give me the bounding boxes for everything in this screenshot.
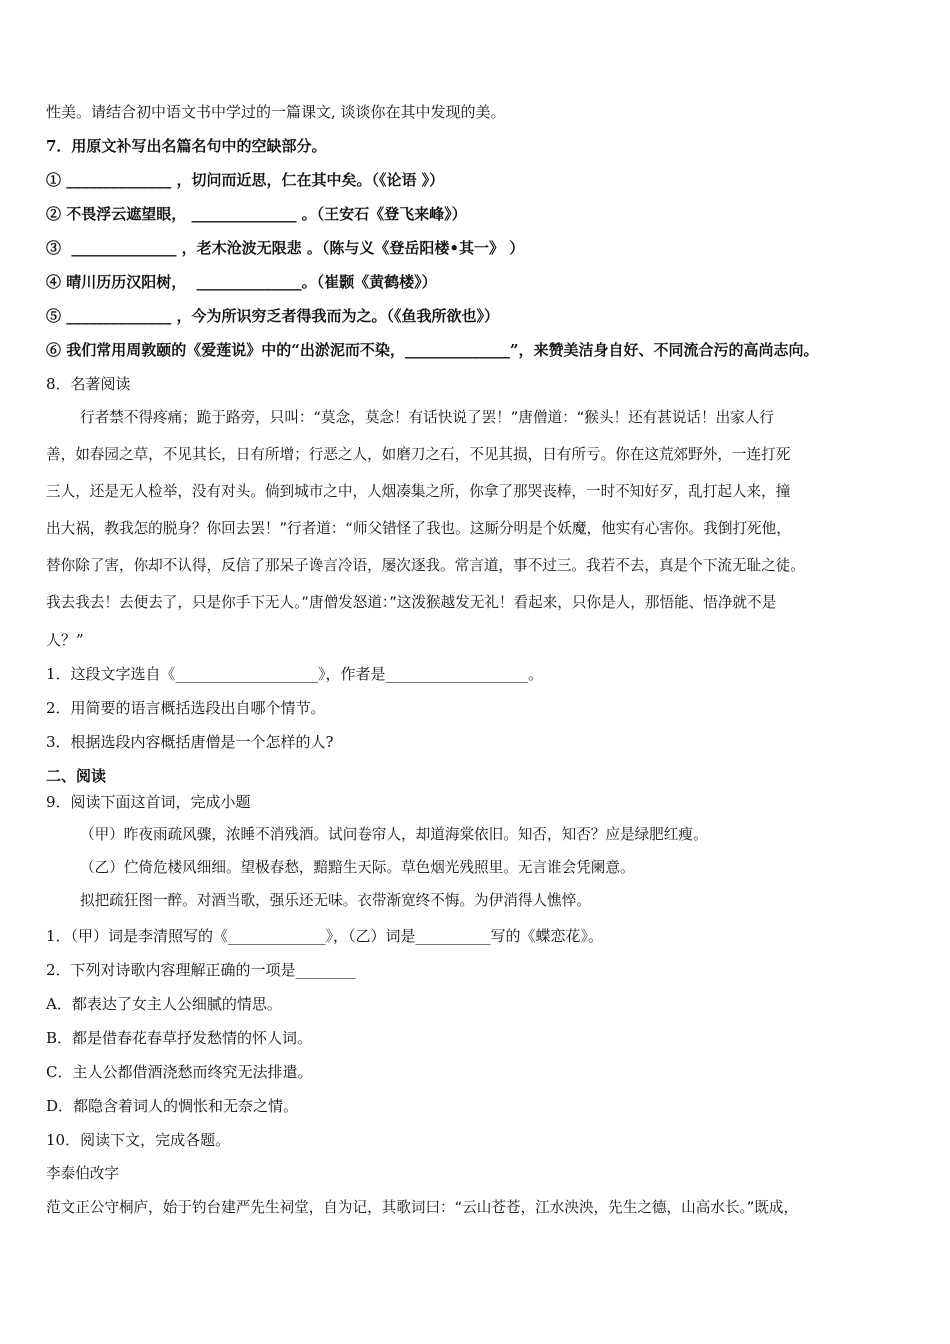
q8-passage-line: 出大祸，教我怎的脱身？你回去罢！”行者道：“师父错怪了我也。这厮分明是个妖魔，他实有心害你。我倒打死他， xyxy=(46,520,791,537)
q7-item-3: ③ ______________ ，老木沧波无限悲 。（陈与义《登岳阳楼•其一》 ） xyxy=(46,239,525,257)
q7-item-4: ④ 晴川历历汉阳树， ______________。（崔颢《黄鹤楼》） xyxy=(46,273,437,291)
poem-yi-line-2: 拟把疏狂图一醉。对酒当歌，强乐还无味。衣带渐宽终不悔。为伊消得人憔悴。 xyxy=(80,892,591,909)
q7-item-6: ⑥ 我们常用周敦颐的《爱莲说》中的“出淤泥而不染，______________”，来赞美洁身自好、不同流合污的高尚志向。 xyxy=(46,341,819,359)
q8-passage-line: 替你除了害，你却不认得，反信了那呆子谗言冷语，屡次逐我。常言道，事不过三。我若不去，真是个下流无耻之徒。 xyxy=(46,557,805,574)
poem-jia: （甲）昨夜雨疏风骤，浓睡不消残酒。试问卷帘人，却道海棠依旧。知否，知否？应是绿肥红瘦。 xyxy=(80,826,708,843)
q8-passage-line: 我去我去！去便去了，只是你手下无人。”唐僧发怒道：”这泼猴越发无礼！看起来，只你是人，那悟能、悟净就不是 xyxy=(46,594,777,611)
question-10-heading: 10．阅读下文，完成各题。 xyxy=(46,1131,231,1149)
q9-sub-2: 2．下列对诗歌内容理解正确的一项是________ xyxy=(46,961,356,979)
q7-item-2: ② 不畏浮云遮望眼， ______________ 。（王安石《登飞来峰》） xyxy=(46,205,467,223)
q9-sub-1: 1．（甲）词是李清照写的《_____________》，（乙）词是__________写的《蝶恋花》。 xyxy=(46,927,604,945)
question-9-heading: 9．阅读下面这首词，完成小题 xyxy=(46,793,251,811)
q8-passage-line: 行者禁不得疼痛；跪于路旁，只叫：“莫念，莫念！有话快说了罢！”唐僧道：“猴头！还有甚说话！出家人行 xyxy=(80,409,774,426)
q7-item-1: ① ______________ ，切问而近思，仁在其中矣。（《论语 》） xyxy=(46,171,445,189)
section-2-heading: 二、阅读 xyxy=(46,767,107,785)
poem-yi-line-1: （乙）伫倚危楼风细细。望极春愁，黯黯生天际。草色烟光残照里。无言谁会凭阑意。 xyxy=(80,859,635,876)
q7-item-5: ⑤ ______________ ，今为所识穷乏者得我而为之。（《鱼我所欲也》） xyxy=(46,307,499,325)
q8-passage-line: 人？” xyxy=(46,631,84,649)
q10-passage-line: 范文正公守桐庐，始于钓台建严先生祠堂，自为记，其歌词曰：“云山苍苍，江水泱泱，先生之德，山高水长。”既成， xyxy=(46,1199,799,1216)
q9-option-c: C．主人公都借酒浇愁而终究无法排遣。 xyxy=(46,1063,313,1081)
q8-passage-line: 善，如春园之草，不见其长，日有所增；行恶之人，如磨刀之石，不见其损，日有所亏。你在这荒郊野外，一连打死 xyxy=(46,446,791,463)
q8-sub-1: 1．这段文字选自《___________________》，作者是___________________。 xyxy=(46,665,544,683)
question-7-heading: 7．用原文补写出名篇名句中的空缺部分。 xyxy=(46,137,327,155)
q8-passage-line: 三人，还是无人检举，没有对头。倘到城市之中，人烟凑集之所，你拿了那哭丧棒，一时不知好歹，乱打起人来，撞 xyxy=(46,483,791,500)
q8-sub-3: 3．根据选段内容概括唐僧是一个怎样的人? xyxy=(46,733,334,751)
q8-sub-2: 2．用简要的语言概括选段出自哪个情节。 xyxy=(46,699,326,717)
question-8-heading: 8．名著阅读 xyxy=(46,375,131,393)
essay-prompt-tail: 性美。请结合初中语文书中学过的一篇课文, 谈谈你在其中发现的美。 xyxy=(46,103,506,121)
q9-option-a: A．都表达了女主人公细腻的情思。 xyxy=(46,995,282,1013)
q9-option-b: B．都是借春花春草抒发愁情的怀人词。 xyxy=(46,1029,313,1047)
q9-option-d: D．都隐含着词人的惆怅和无奈之情。 xyxy=(46,1097,299,1115)
q10-passage-title: 李泰伯改字 xyxy=(46,1165,119,1182)
